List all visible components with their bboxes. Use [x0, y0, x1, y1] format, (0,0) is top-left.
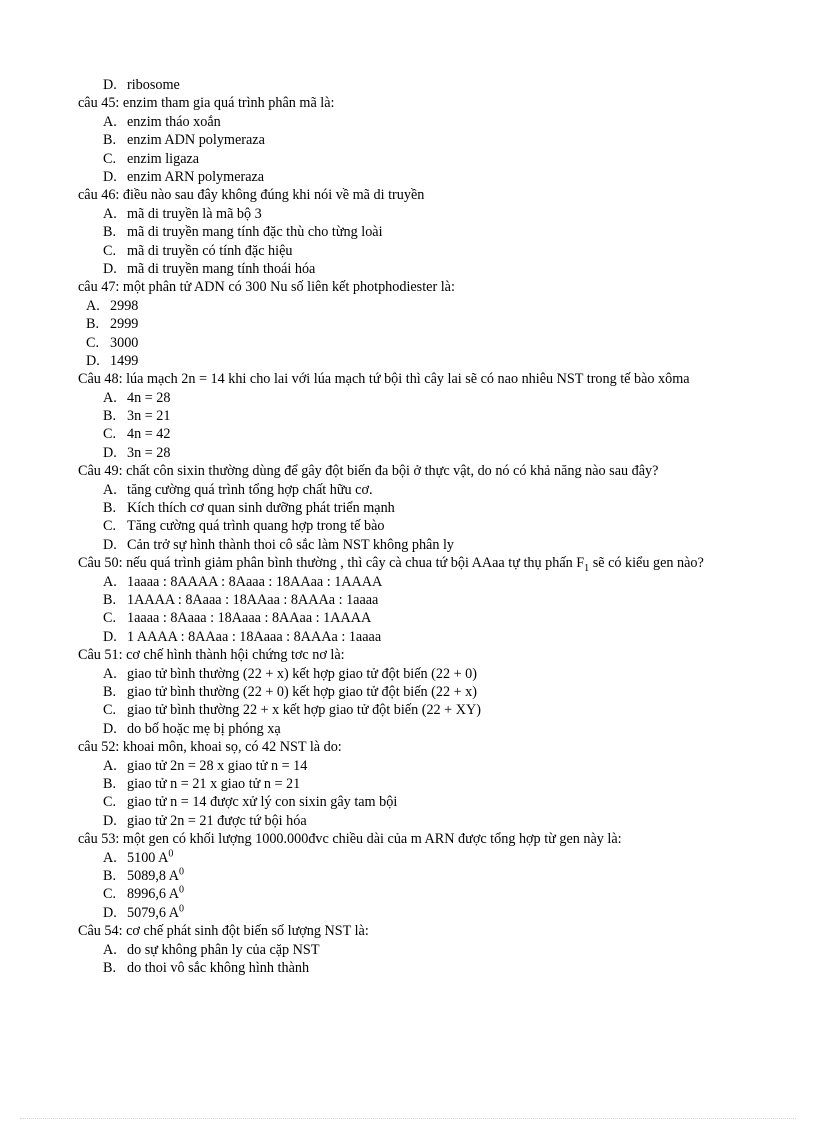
q49-option-b — [0, 499, 816, 517]
option-letter: B. — [103, 132, 117, 149]
option-letter: D. — [103, 260, 117, 277]
option-text: mã di truyền mang tính đặc thù cho từng loài — [127, 224, 383, 241]
option-letter: D. — [103, 628, 117, 645]
question-51: Câu 51: cơ chế hình thành hội chứng tơc nơ là: — [78, 647, 345, 664]
q53-option-c — [0, 885, 816, 903]
option-text: giao tử 2n = 28 x giao tử n = 14 — [127, 757, 308, 774]
q50-option-a — [0, 573, 816, 591]
option-text: mã di truyền có tính đặc hiệu — [127, 242, 293, 259]
option-text: do thoi vô sắc không hình thành — [127, 959, 310, 976]
option-text: giao tử bình thường (22 + 0) kết hợp giao tử đột biến (22 + x) — [127, 684, 477, 700]
option-letter: A. — [103, 573, 117, 590]
option-letter: A. — [103, 113, 117, 130]
option-text: 3n = 21 — [127, 408, 171, 425]
option-text: 1AAAA : 8Aaaa : 18AAaa : 8AAAa : 1aaaa — [127, 592, 379, 609]
q53-option-a — [0, 849, 816, 867]
option-text: enzim ARN polymeraza — [127, 168, 265, 185]
q49-option-d — [0, 536, 816, 554]
superscript: 0 — [179, 884, 185, 896]
option-text: 4n = 28 — [127, 389, 171, 406]
q50-option-c — [0, 609, 816, 627]
option-letter: C. — [103, 518, 117, 535]
option-text: 1aaaa : 8Aaaa : 18Aaaa : 8AAaa : 1AAAA — [127, 610, 372, 627]
question-52: câu 52: khoai môn, khoai sọ, có 42 NST là do: — [78, 739, 342, 756]
q51-option-c — [0, 701, 816, 719]
option-text: giao tử n = 14 được xử lý con sixin gây tam bội — [127, 794, 398, 811]
q46-option-b — [0, 223, 816, 241]
question-49: Câu 49: chất côn sixin thường dùng để gây đột biến đa bội ở thực vật, do nó có khả năng nào sau đây? — [78, 463, 659, 480]
option-text: ribosome — [127, 77, 180, 93]
option-letter: D. — [103, 812, 117, 829]
q48-option-d — [0, 444, 816, 462]
option-letter: C. — [103, 426, 117, 443]
option-text: 1 AAAA : 8AAaa : 18Aaaa : 8AAAa : 1aaaa — [127, 628, 382, 645]
option-text: 3n = 28 — [127, 444, 171, 461]
q53-option-b — [0, 867, 816, 885]
option-letter: A. — [103, 665, 117, 682]
option-text: 3000 — [110, 334, 139, 351]
option-letter: B. — [103, 867, 117, 884]
option-text: giao tử bình thường (22 + x) kết hợp giao tử đột biến (22 + 0) — [127, 665, 477, 682]
q50-option-b — [0, 591, 816, 609]
option-letter: B. — [103, 959, 117, 976]
q46-option-c — [0, 242, 816, 260]
option-text: 2999 — [110, 316, 139, 333]
q47-option-b — [0, 315, 816, 333]
option-letter: C. — [103, 150, 117, 167]
q53-option-d — [0, 904, 816, 922]
option-text: enzim ADN polymeraza — [127, 132, 265, 149]
q52-option-c — [0, 793, 816, 811]
option-letter: C. — [103, 610, 117, 627]
option-letter: B. — [103, 500, 117, 517]
option-letter: B. — [86, 316, 100, 333]
option-text: mã di truyền là mã bộ 3 — [127, 205, 262, 222]
question-50 — [0, 554, 816, 575]
option-letter: D. — [103, 444, 117, 461]
subscript: 1 — [584, 563, 590, 575]
q47-option-a — [0, 297, 816, 315]
q49-option-c — [0, 517, 816, 535]
option-text: tăng cường quá trình tổng hợp chất hữu cơ. — [127, 481, 373, 498]
option-letter: D. — [103, 720, 117, 737]
option-text: 5089,8 A — [127, 867, 180, 884]
option-text: 5079,6 A — [127, 904, 180, 921]
option-text: giao tử n = 21 x giao tử n = 21 — [127, 775, 301, 792]
question-47: câu 47: một phân tử ADN có 300 Nu số liên kết photphodiester là: — [78, 279, 455, 296]
q48-option-c — [0, 425, 816, 443]
superscript: 0 — [179, 902, 185, 914]
option-text: 1499 — [110, 352, 139, 369]
option-text: do sự không phân ly của cặp NST — [127, 941, 320, 958]
q45-option-c — [0, 150, 816, 168]
question-53: câu 53: một gen có khối lượng 1000.000đvc chiều dài của m ARN được tổng hợp từ gen này là: — [78, 831, 622, 848]
option-letter: D. — [103, 904, 117, 921]
option-letter: B. — [103, 224, 117, 241]
question-50-title-start: Câu 50: nếu quá trình giảm phân bình thường , thì cây cà chua tứ bội AAaa tự thụ phấn F — [78, 555, 585, 572]
q52-option-b — [0, 775, 816, 793]
option-text: Cản trở sự hình thành thoi cô sắc làm NST không phân ly — [127, 536, 455, 553]
option-text: 2998 — [110, 297, 139, 314]
option-letter: A. — [103, 757, 117, 774]
option-letter: C. — [103, 702, 117, 719]
option-text: 5100 A — [127, 849, 169, 866]
option-letter: B. — [103, 775, 117, 792]
q47-option-c — [0, 334, 816, 352]
option-letter: B. — [103, 684, 117, 700]
q46-option-d — [0, 260, 816, 278]
option-text: Kích thích cơ quan sinh dưỡng phát triển mạnh — [127, 500, 395, 517]
option-text: 4n = 42 — [127, 426, 171, 443]
q51-option-b — [0, 683, 816, 701]
option-letter: B. — [103, 408, 117, 425]
q52-option-d — [0, 812, 816, 830]
q46-option-a — [0, 205, 816, 223]
option-text: enzim ligaza — [127, 150, 200, 167]
option-text: do bố hoặc mẹ bị phóng xạ — [127, 720, 281, 737]
question-48: Câu 48: lúa mạch 2n = 14 khi cho lai với lúa mạch tứ bội thì cây lai sẽ có nao nhiêu NST trong tế bào xôma — [78, 371, 690, 388]
question-54: Câu 54: cơ chế phát sinh đột biến số lượng NST là: — [78, 923, 369, 940]
q52-option-a — [0, 757, 816, 775]
question-50-title-end: sẽ có kiểu gen nào? — [589, 555, 704, 572]
option-letter: C. — [86, 334, 100, 351]
option-letter: A. — [103, 849, 117, 866]
option-letter: A. — [86, 297, 100, 314]
option-letter: C. — [103, 794, 117, 811]
q48-option-a — [0, 389, 816, 407]
q51-option-d — [0, 720, 816, 738]
q48-option-b — [0, 407, 816, 425]
superscript: 0 — [168, 847, 174, 859]
option-letter: A. — [103, 205, 117, 222]
option-letter: D. — [103, 77, 117, 93]
option-text: giao tử 2n = 21 được tứ bội hóa — [127, 812, 307, 829]
option-d-q44 — [0, 76, 816, 94]
question-46: câu 46: điều nào sau đây không đúng khi nói về mã di truyền — [78, 187, 425, 204]
q54-option-b — [0, 959, 816, 977]
option-letter: D. — [103, 168, 117, 185]
page-bottom-rule — [20, 1118, 796, 1119]
option-letter: A. — [103, 389, 117, 406]
option-text: enzim tháo xoắn — [127, 113, 221, 130]
option-text: mã di truyền mang tính thoái hóa — [127, 260, 316, 277]
q49-option-a — [0, 481, 816, 499]
q45-option-a — [0, 113, 816, 131]
q45-option-b — [0, 131, 816, 149]
option-text: 8996,6 A — [127, 886, 180, 903]
option-text: Tăng cường quá trình quang hợp trong tế bào — [127, 518, 385, 535]
option-letter: B. — [103, 592, 117, 609]
q47-option-d — [0, 352, 816, 370]
option-text: giao tử bình thường 22 + x kết hợp giao tử đột biến (22 + XY) — [127, 702, 481, 719]
option-letter: A. — [103, 941, 117, 958]
question-45: câu 45: enzim tham gia quá trình phân mã là: — [78, 95, 335, 112]
superscript: 0 — [179, 866, 185, 878]
option-letter: A. — [103, 481, 117, 498]
option-letter: C. — [103, 886, 117, 903]
option-letter: C. — [103, 242, 117, 259]
q50-option-d — [0, 628, 816, 646]
option-text: 1aaaa : 8AAAA : 8Aaaa : 18AAaa : 1AAAA — [127, 573, 383, 590]
option-letter: D. — [103, 536, 117, 553]
q51-option-a — [0, 665, 816, 683]
q54-option-a — [0, 941, 816, 959]
q45-option-d — [0, 168, 816, 186]
document-page — [0, 76, 816, 977]
option-letter: D. — [86, 352, 100, 369]
